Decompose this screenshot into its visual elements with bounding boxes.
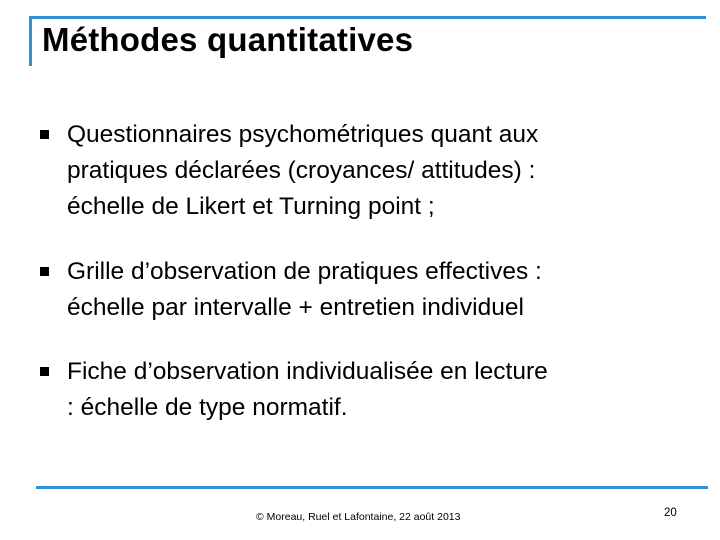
bullet-line: Fiche d’observation individualisée en lecture [67, 358, 548, 385]
page-number: 20 [664, 507, 677, 519]
bullet-line: : échelle de type normatif. [67, 394, 348, 421]
square-bullet-icon [40, 267, 49, 276]
title-frame-top-line [29, 16, 706, 19]
bullet-line: Questionnaires psychométriques quant aux [67, 121, 539, 148]
bullet-text [67, 354, 707, 426]
bullet-line: échelle de Likert et Turning point ; [67, 193, 435, 220]
bullet-line: pratiques déclarées (croyances/ attitudes) : [67, 157, 536, 184]
square-bullet-icon [40, 367, 49, 376]
slide-title: Méthodes quantitatives [42, 21, 414, 58]
square-bullet-icon [40, 130, 49, 139]
footer-credit: © Moreau, Ruel et Lafontaine, 22 août 2013 [256, 511, 461, 523]
bullet-text [67, 254, 707, 326]
bullet-line: Grille d’observation de pratiques effectives : [67, 258, 542, 285]
footer-divider [36, 486, 708, 489]
bullet-line: échelle par intervalle + entretien individuel [67, 294, 524, 321]
bullet-text [67, 117, 707, 225]
title-frame-left-line [29, 16, 32, 66]
